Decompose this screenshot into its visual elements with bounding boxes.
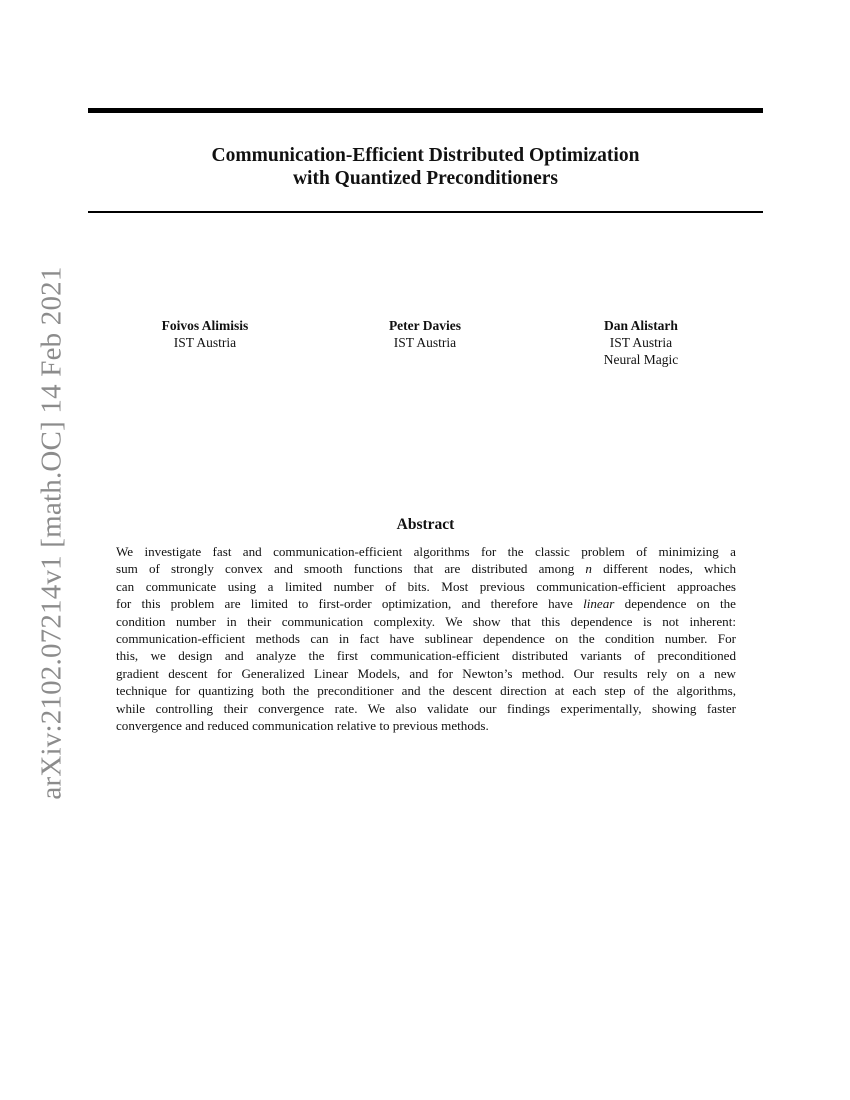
- abstract-line: condition number in their communication complexity. We show that this dependence is not inherent:: [116, 613, 736, 629]
- author-affiliation: IST Austria: [173, 335, 237, 350]
- abstract-line: technique for quantizing both the preconditioner and the descent direction at each step of the algorithms,: [116, 683, 736, 699]
- top-rule: [88, 108, 763, 113]
- abstract-line: communication-efficient methods can in fact have sublinear dependence on the condition number. For: [116, 631, 736, 647]
- author-name: Peter Davies: [388, 318, 462, 333]
- abstract-body: [116, 543, 736, 734]
- paper-title: [88, 144, 763, 190]
- abstract-line: while controlling their convergence rate. We also validate our findings experimentally, showing faster: [116, 700, 736, 716]
- abstract-text: different nodes, which: [603, 561, 736, 577]
- author-block: [541, 317, 741, 368]
- abstract-text: sum of strongly convex and smooth functions that are distributed among: [116, 561, 575, 577]
- arxiv-identifier-stamp: arXiv:2102.07214v1 [math.OC] 14 Feb 2021: [35, 266, 68, 800]
- author-affiliation: IST Austria: [393, 335, 457, 350]
- title-line-1: Communication-Efficient Distributed Optimization: [211, 145, 640, 166]
- abstract-text: dependence on the: [624, 596, 736, 612]
- abstract-line: can communicate using a limited number of bits. Most previous communication-efficient approaches: [116, 578, 736, 594]
- abstract-line: gradient descent for Generalized Linear Models, and for Newton’s method. Our results rely on a new: [116, 665, 736, 681]
- abstract-line: convergence and reduced communication relative to previous methods.: [116, 718, 489, 734]
- abstract-line: [116, 560, 736, 577]
- abstract-emphasis: linear: [583, 596, 615, 612]
- author-affiliation: IST Austria: [609, 335, 673, 350]
- author-block: [325, 317, 525, 351]
- title-rule: [88, 211, 763, 213]
- abstract-line: We investigate fast and communication-efficient algorithms for the classic problem of minimizing a: [116, 544, 736, 559]
- abstract-variable: n: [585, 561, 592, 577]
- title-line-2: with Quantized Preconditioners: [292, 168, 559, 189]
- abstract-line: [116, 595, 736, 612]
- author-name: Dan Alistarh: [604, 318, 678, 333]
- abstract-heading: Abstract: [396, 516, 455, 533]
- author-affiliation: Neural Magic: [603, 352, 679, 367]
- abstract-line: this, we design and analyze the first communication-efficient distributed variants of preconditioned: [116, 648, 736, 664]
- abstract-text: for this problem are limited to first-order optimization, and therefore have: [116, 596, 573, 612]
- author-block: [105, 317, 305, 351]
- author-name: Foivos Alimisis: [161, 318, 249, 333]
